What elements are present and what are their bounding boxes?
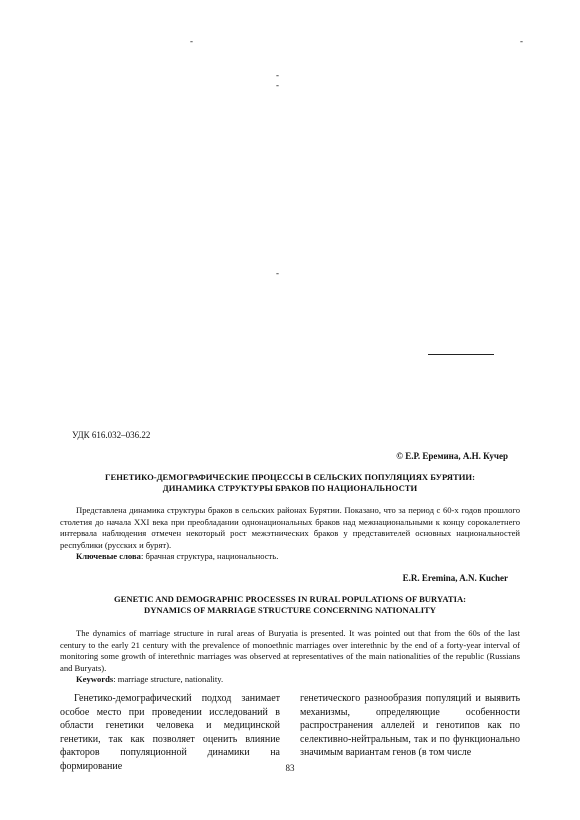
- abstract-ru-text: Представлена динамика структуры браков в сельских районах Бурятии. Показано, что за период с 60-х годов прошлого столетия до начала XXI века при преобладании однонациональных браков над межнациональными к концу сорокалетнего интервала наблюдения отмечен некоторый рост межэтнических браков у представителей основных национальностей республики (русских и бурят).: [60, 505, 520, 550]
- udc-code: УДК 616.032–036.22: [72, 430, 151, 440]
- body-paragraph: генетического разнообразия популяций и выявить механизмы, определяющие особенности распространения аллелей и генотипов как по селективно-нейтральным, так и по функционально значимым вариантам генов (в том числе: [300, 693, 520, 759]
- dash-mark: -: [276, 268, 279, 278]
- title-ru-line: ГЕНЕТИКО-ДЕМОГРАФИЧЕСКИЕ ПРОЦЕССЫ В СЕЛЬСКИХ ПОПУЛЯЦИЯХ БУРЯТИИ:: [105, 472, 475, 482]
- horizontal-rule: [428, 354, 494, 355]
- title-ru: [60, 472, 520, 494]
- dash-mark: -: [276, 70, 279, 80]
- authors-en: E.R. Eremina, A.N. Kucher: [402, 573, 508, 583]
- title-en: [60, 594, 520, 616]
- body-column-left: [60, 692, 280, 774]
- keywords-ru: [60, 551, 520, 563]
- body-paragraph: Генетико-демографический подход занимает особое место при проведении исследований в области генетики человека и медицинской генетики, так как позволяет оценить влияние факторов популяционной динамики на формирование: [60, 693, 280, 772]
- keywords-ru-text: : брачная структура, национальность.: [140, 551, 279, 562]
- abstract-ru: [60, 505, 520, 563]
- keywords-ru-label: Ключевые слова: [76, 551, 141, 562]
- dash-mark: -: [520, 36, 523, 46]
- abstract-en-text: The dynamics of marriage structure in rural areas of Buryatia is presented. It was pointed out that from the 60s of the last century to the early 21 century with the prevalence of monoethnic marriages over interethnic by the end of a forty-year interval of monitoring some growth of interethnic marriages was observed at representatives of the main nationalities of the republic (Russians and Buryats).: [60, 628, 520, 673]
- dash-mark: -: [190, 36, 193, 46]
- keywords-en-text: : marriage structure, nationality.: [113, 674, 224, 685]
- dash-mark: -: [276, 80, 279, 90]
- abstract-en: [60, 628, 520, 686]
- keywords-en-label: Keywords: [76, 674, 114, 685]
- keywords-en: [60, 674, 520, 686]
- authors-ru: © Е.Р. Еремина, А.Н. Кучер: [396, 451, 508, 461]
- body-column-right: [300, 692, 520, 760]
- title-en-line: DYNAMICS OF MARRIAGE STRUCTURE CONCERNING NATIONALITY: [144, 605, 436, 615]
- title-en-line: GENETIC AND DEMOGRAPHIC PROCESSES IN RURAL POPULATIONS OF BURYATIA:: [113, 594, 467, 604]
- page-number: 83: [285, 763, 295, 773]
- title-ru-line: ДИНАМИКА СТРУКТУРЫ БРАКОВ ПО НАЦИОНАЛЬНОСТИ: [162, 483, 418, 493]
